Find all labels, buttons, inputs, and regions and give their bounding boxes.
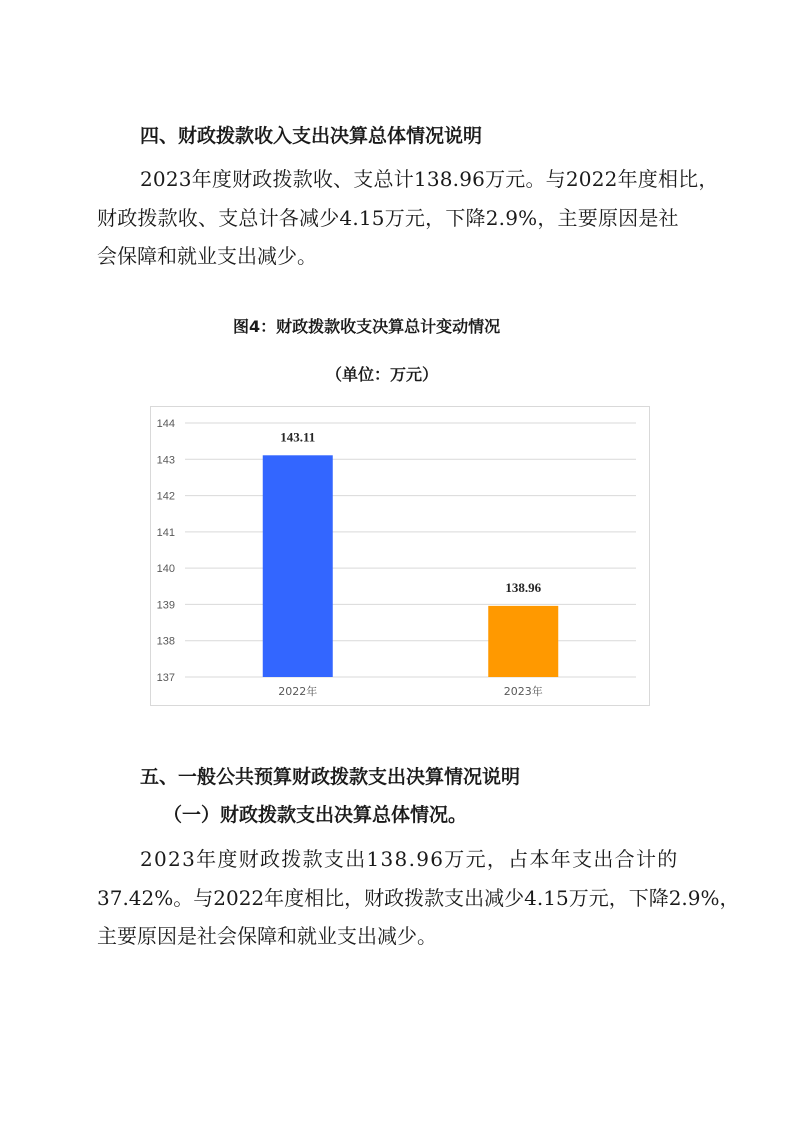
section5-para-line1: 2023年度财政拨款支出138.96万元，占本年支出合计的 bbox=[140, 847, 679, 871]
y-tick-label: 142 bbox=[156, 490, 175, 503]
bar-chart-svg bbox=[151, 407, 651, 707]
section4-heading: 四、财政拨款收入支出决算总体情况说明 bbox=[140, 125, 483, 147]
section5-subheading: （一）财政拨款支出决算总体情况。 bbox=[163, 804, 468, 826]
figure-unit: （单位：万元） bbox=[326, 365, 439, 384]
y-tick-label: 143 bbox=[156, 454, 175, 467]
bar-chart bbox=[150, 406, 650, 706]
y-tick-label: 137 bbox=[156, 672, 175, 684]
section5-para-line2: 37.42%。与2022年度相比，财政拨款支出减少4.15万元，下降2.9%， bbox=[97, 886, 740, 910]
y-tick-label: 138 bbox=[156, 635, 175, 648]
bar-2 bbox=[488, 606, 558, 677]
section4-para-line1: 2023年度财政拨款收、支总计138.96万元。与2022年度相比， bbox=[140, 167, 719, 191]
section4-para-line3: 会保障和就业支出减少。 bbox=[97, 244, 317, 268]
figure-caption: 图4：财政拨款收支决算总计变动情况 bbox=[233, 317, 501, 336]
y-tick-label: 140 bbox=[156, 563, 175, 576]
y-tick-label: 141 bbox=[156, 526, 175, 539]
y-tick-label: 144 bbox=[156, 418, 175, 430]
section5-para-line3: 主要原因是社会保障和就业支出减少。 bbox=[97, 924, 437, 948]
x-tick-label: 2023年 bbox=[503, 685, 543, 698]
bar-1 bbox=[263, 455, 333, 677]
y-tick-label: 139 bbox=[156, 599, 175, 612]
section5-heading: 五、一般公共预算财政拨款支出决算情况说明 bbox=[140, 766, 521, 788]
data-label: 143.11 bbox=[280, 429, 316, 445]
section4-para-line2: 财政拨款收、支总计各减少4.15万元，下降2.9%，主要原因是社 bbox=[97, 206, 679, 230]
x-tick-label: 2022年 bbox=[278, 685, 318, 698]
data-label: 138.96 bbox=[505, 579, 542, 595]
